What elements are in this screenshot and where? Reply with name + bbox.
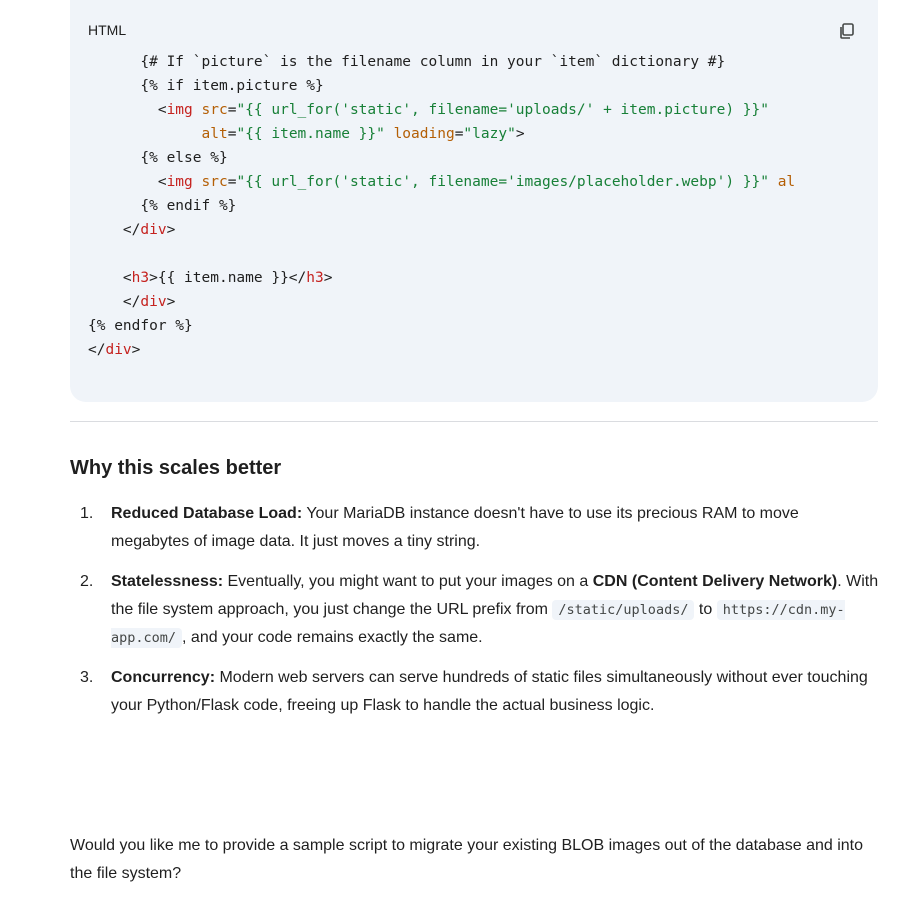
code-line xyxy=(88,122,878,146)
code-token: src xyxy=(201,174,228,190)
code-token: h3 xyxy=(131,270,150,286)
code-line xyxy=(88,338,878,362)
code-token: img xyxy=(166,102,193,118)
code-token: < xyxy=(88,270,132,286)
code-token: > xyxy=(166,222,176,238)
code-token: = xyxy=(227,102,237,118)
list-item-text: Eventually, you might want to put your images on a xyxy=(223,573,593,590)
list-item-title: Concurrency: xyxy=(111,669,216,686)
code-token: </ xyxy=(88,294,141,310)
list-number: 3. xyxy=(80,669,94,686)
code-language-label: HTML xyxy=(88,22,127,38)
code-token xyxy=(193,102,202,118)
code-line xyxy=(88,314,878,338)
code-token: {% else %} xyxy=(88,150,228,166)
list-item-title: Reduced Database Load: xyxy=(111,505,303,522)
list-item-text: . With the file system approach, you just change the URL prefix from xyxy=(111,573,879,618)
code-line xyxy=(88,290,878,314)
list-item-text: , and your code remains exactly the same. xyxy=(182,629,483,646)
code-token: loading xyxy=(393,126,455,142)
code-line xyxy=(88,98,878,122)
code-token: {% endfor %} xyxy=(88,318,193,334)
code-token: > xyxy=(323,270,333,286)
code-token: "{{ url_for('static', filename='images/placeholder.webp') }}" xyxy=(236,174,769,190)
code-token: "{{ url_for('static', filename='uploads/' + item.picture) }}" xyxy=(236,102,769,118)
code-token xyxy=(88,126,202,142)
code-block xyxy=(70,0,878,402)
code-token: alt xyxy=(201,126,228,142)
code-token: < xyxy=(88,102,167,118)
copy-code-button[interactable] xyxy=(838,22,856,40)
code-token: div xyxy=(105,342,132,358)
code-token: {% endif %} xyxy=(88,198,237,214)
section-heading: Why this scales better xyxy=(70,457,282,479)
code-line xyxy=(88,194,878,218)
code-token xyxy=(769,174,778,190)
code-token: {# If `picture` is the filename column in your `item` dictionary #} xyxy=(88,54,726,70)
code-token: al xyxy=(777,174,796,190)
list-number: 2. xyxy=(80,573,94,590)
code-token: "{{ item.name }}" xyxy=(236,126,385,142)
code-token: </ xyxy=(88,342,106,358)
code-token: </ xyxy=(88,222,141,238)
list-item-text: Your MariaDB instance doesn't have to use its precious RAM to move megabytes of image data. It just moves a tiny string. xyxy=(111,505,799,550)
code-token xyxy=(193,174,202,190)
list-item xyxy=(70,568,880,652)
code-token: img xyxy=(166,174,193,190)
code-line xyxy=(88,146,878,170)
list-item xyxy=(70,664,880,720)
code-token: = xyxy=(454,126,464,142)
copy-icon xyxy=(838,22,856,40)
list-item-title: Statelessness: xyxy=(111,573,224,590)
code-line xyxy=(88,50,878,74)
code-token: >{{ item.name }}</ xyxy=(149,270,307,286)
code-token xyxy=(385,126,394,142)
divider xyxy=(70,421,878,422)
inline-code-static-path: /static/uploads/ xyxy=(552,600,694,620)
code-token: > xyxy=(515,126,525,142)
code-token: < xyxy=(88,174,167,190)
code-line xyxy=(88,266,878,290)
closing-question: Would you like me to provide a sample script to migrate your existing BLOB images out of the database and into the file system? xyxy=(70,837,864,882)
code-token: div xyxy=(140,222,167,238)
code-token: > xyxy=(131,342,141,358)
code-content xyxy=(88,50,878,390)
code-line xyxy=(88,218,878,242)
code-token: div xyxy=(140,294,167,310)
inline-code-cdn-url: https://cdn.my-app.com/ xyxy=(111,602,845,646)
code-token: = xyxy=(227,174,237,190)
numbered-list xyxy=(70,500,880,732)
code-line xyxy=(88,74,878,98)
code-token: src xyxy=(201,102,228,118)
code-token: = xyxy=(227,126,237,142)
code-line xyxy=(88,170,878,194)
list-number: 1. xyxy=(80,505,94,522)
code-line xyxy=(88,242,878,266)
list-item xyxy=(70,500,880,556)
cdn-term: CDN (Content Delivery Network) xyxy=(592,573,838,590)
list-item-text: to xyxy=(694,601,717,618)
code-token: {% if item.picture %} xyxy=(88,78,324,94)
code-token: "lazy" xyxy=(463,126,516,142)
code-token: h3 xyxy=(306,270,324,286)
list-item-text: Modern web servers can serve hundreds of static files simultaneously without ever touching your Python/Flask code, freeing up Flask to handle the actual business logic. xyxy=(111,669,868,714)
code-token: > xyxy=(166,294,176,310)
